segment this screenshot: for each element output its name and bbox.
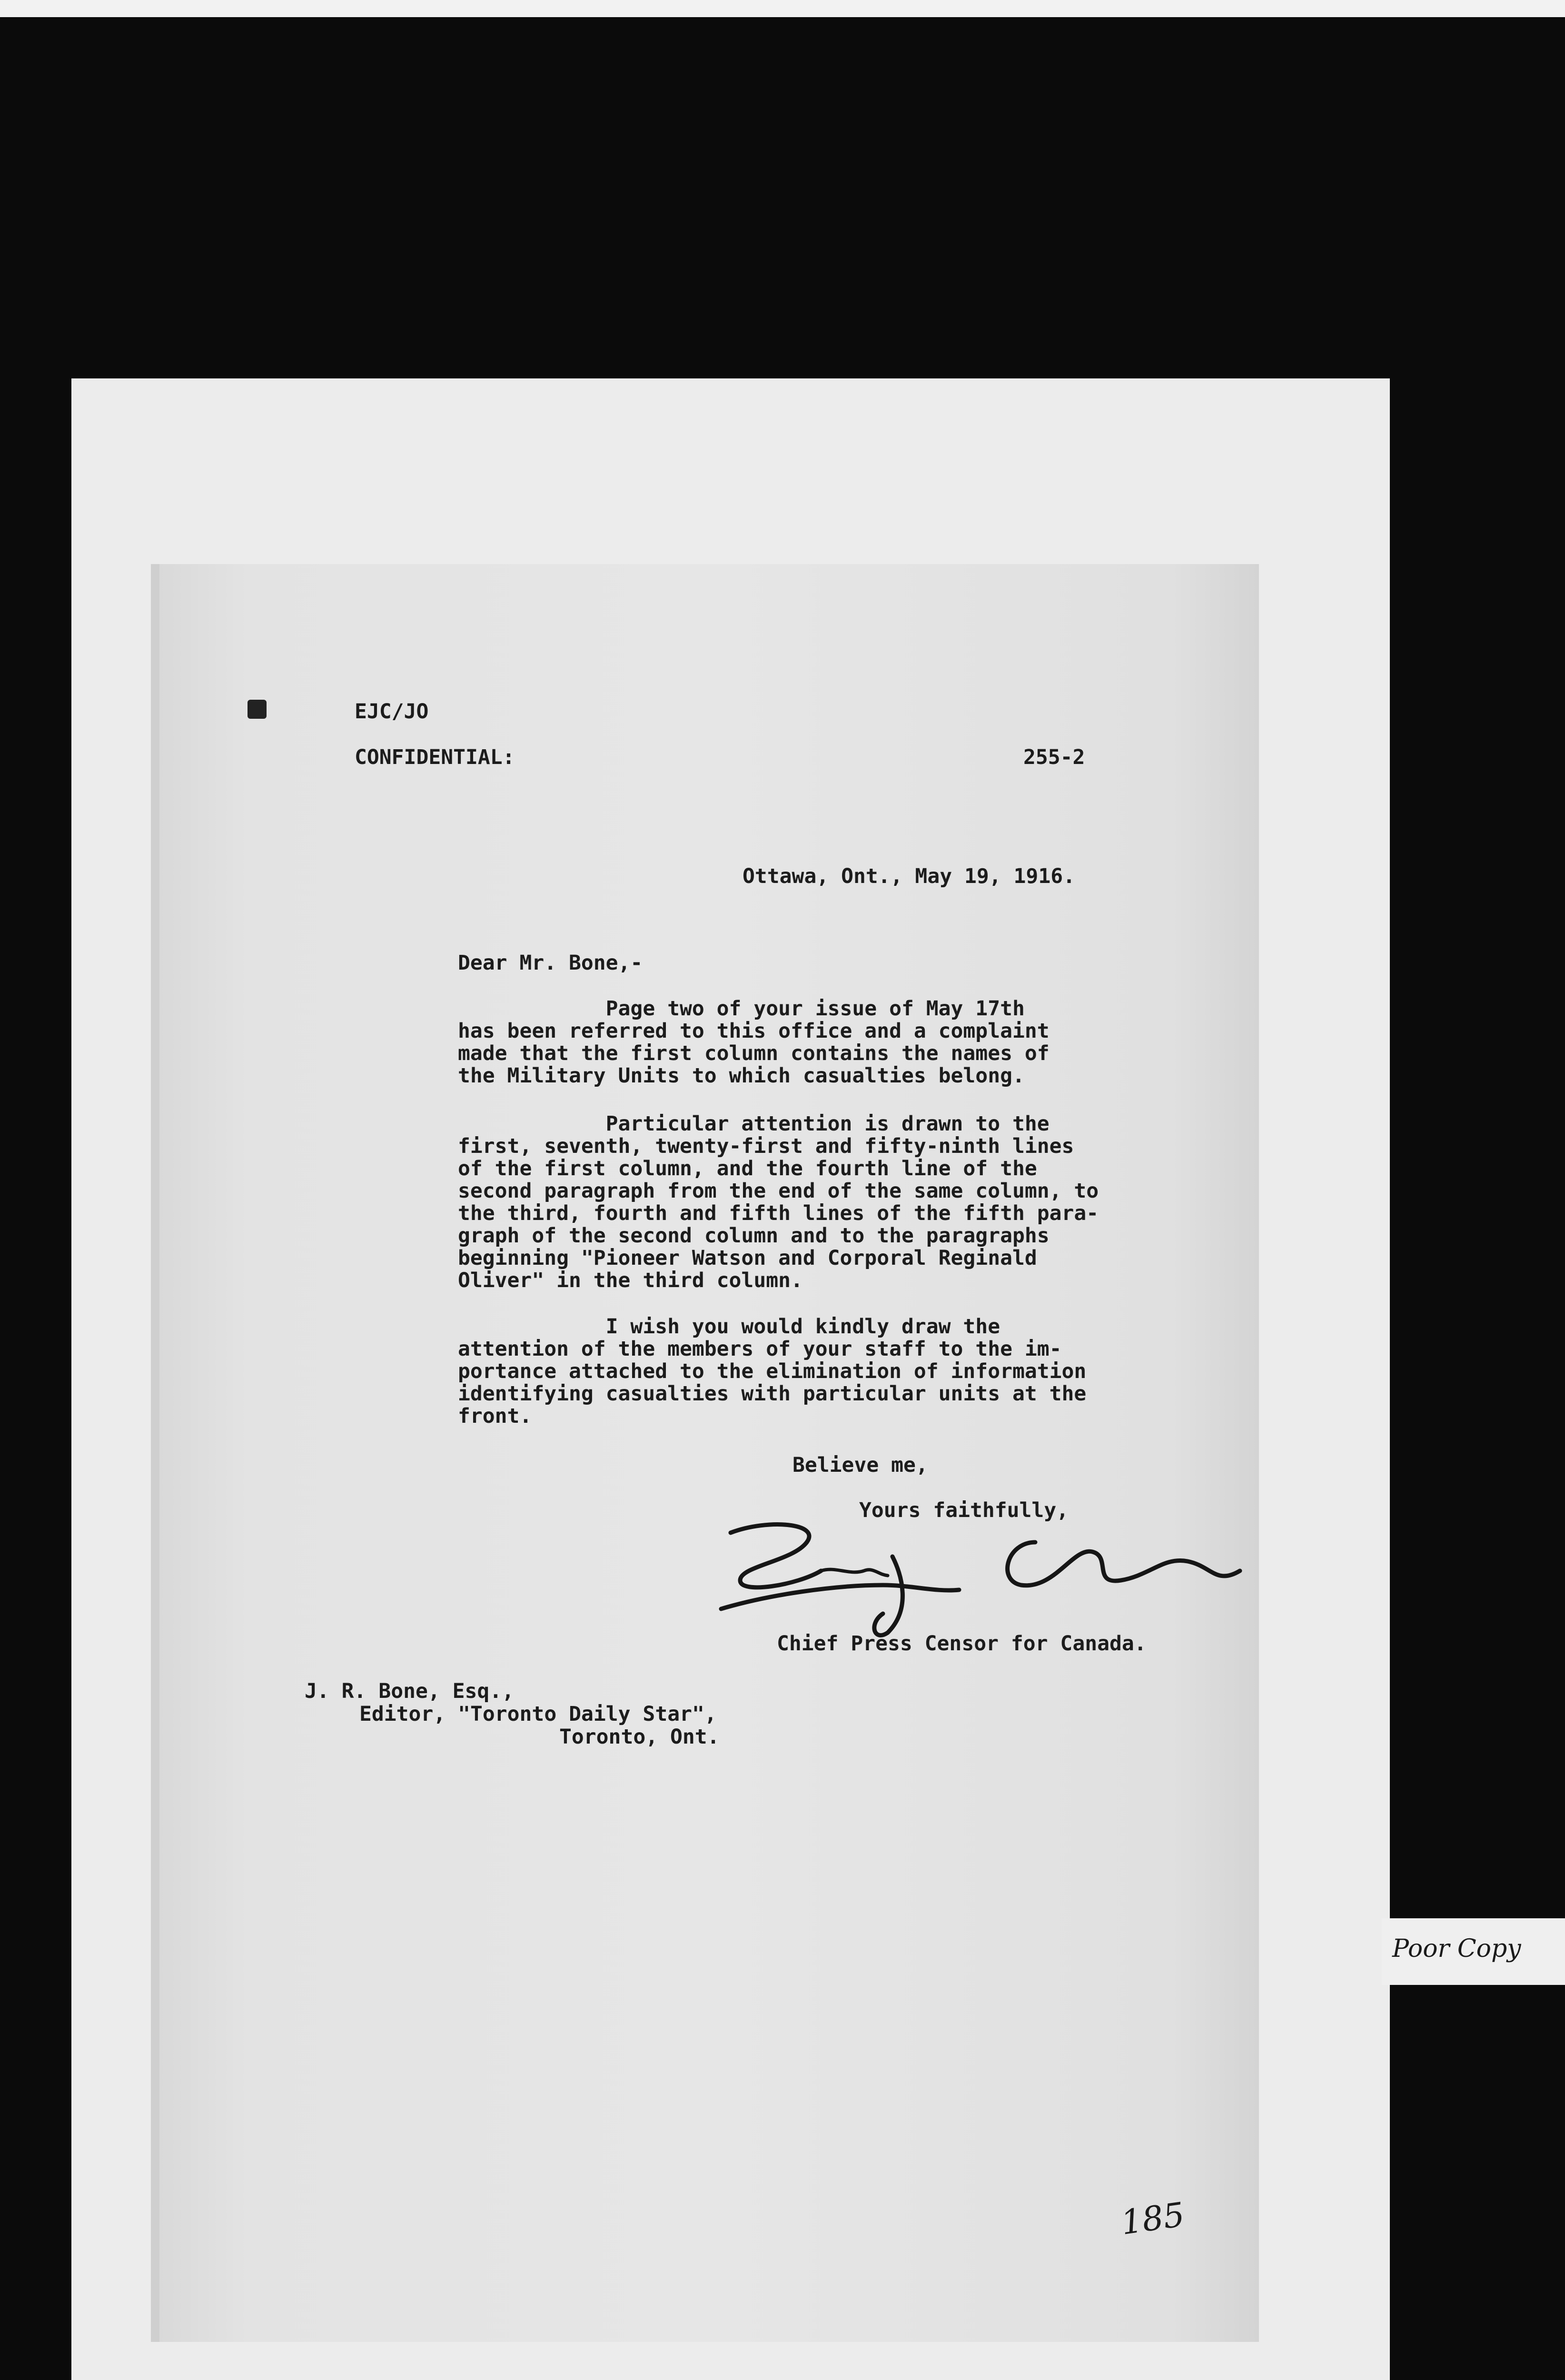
handwritten-page-number: 185	[1118, 2195, 1187, 2242]
recipient-name: J. R. Bone, Esq.,	[305, 1679, 515, 1703]
hole-punch-mark	[248, 700, 267, 719]
recipient-city: Toronto, Ont.	[559, 1725, 720, 1749]
reference-initials: EJC/JO	[355, 700, 429, 724]
handwritten-signature	[712, 1514, 1249, 1637]
recipient-title: Editor, "Toronto Daily Star",	[359, 1702, 717, 1726]
poor-copy-note	[1382, 1918, 1565, 1985]
confidential-heading: CONFIDENTIAL:	[355, 745, 515, 769]
letter-page	[159, 564, 1259, 2342]
salutation: Dear Mr. Bone,-	[458, 951, 643, 975]
file-number: 255-2	[1023, 745, 1085, 769]
dateline: Ottawa, Ont., May 19, 1916.	[743, 864, 1075, 888]
poor-copy-text: Poor Copy	[1392, 1934, 1521, 1963]
signer-title: Chief Press Censor for Canada.	[777, 1632, 1147, 1656]
body-paragraph-1: Page two of your issue of May 17th has been referred to this office and a complaint made that the first column contains the names of the Military Units to which casualties belong.	[458, 997, 1050, 1088]
body-paragraph-2: Particular attention is drawn to the first, seventh, twenty-first and fifty-ninth lines of the first column, and the fourth line of the second paragraph from the end of the same column, to the third, fourth and fifth lines of the fifth para- graph of the second column and to the paragraphs beginning "Pioneer Watson and Corporal Reginald Oliver" in the third column.	[458, 1112, 1099, 1292]
film-top-edge	[0, 0, 1565, 17]
closing-believe-me: Believe me,	[792, 1453, 928, 1477]
body-paragraph-3: I wish you would kindly draw the attention of the members of your staff to the im- portance attached to the elimination of information identifying casualties with particular units at the front.	[458, 1315, 1087, 1428]
closing-yours-faithfully: Yours faithfully,	[859, 1498, 1069, 1522]
